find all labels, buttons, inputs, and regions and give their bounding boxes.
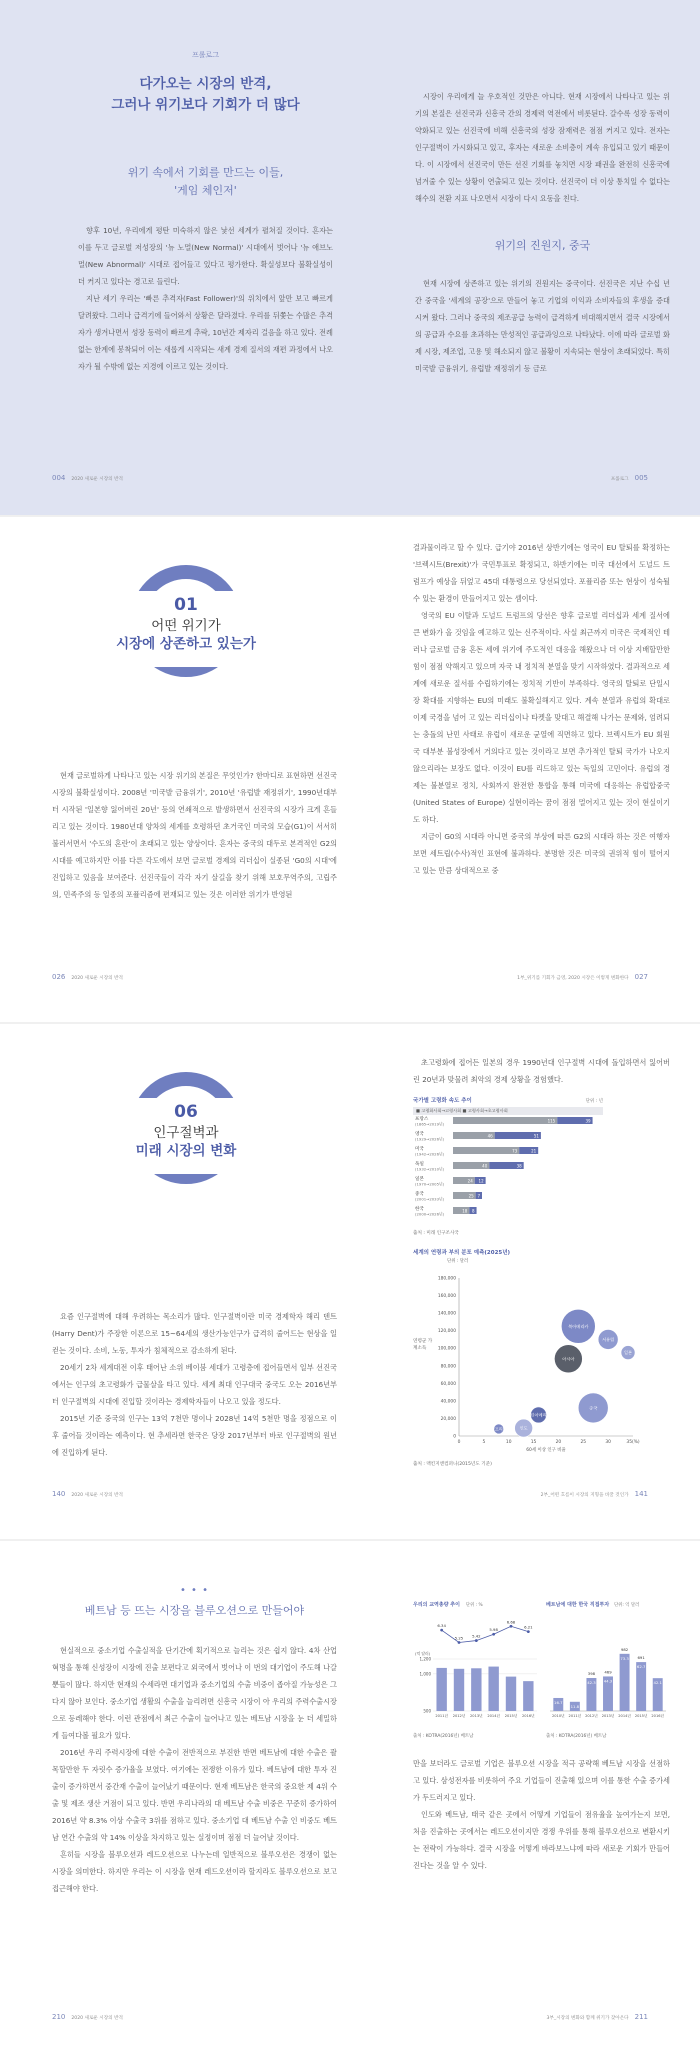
x-tick-label: 20 [555,1440,562,1445]
chart-title: 세계의 연령과 부의 분포 예측(2025년) [413,1250,511,1256]
page-folio-right [535,1490,648,1498]
page-number: 140 [52,1490,66,1498]
chart-unit: 단위 : 달러 [447,1259,469,1264]
y-axis-label: 연령군 가계소득 [413,1339,433,1351]
age-wealth-bubble-chart [413,1248,643,1458]
y-tick-label: 180,000 [437,1276,456,1282]
line-point [458,1641,461,1644]
category-period: (1970→2005년) [415,1181,445,1187]
running-title: 2020 새로운 시장의 반격 [71,2016,123,2021]
bar [454,1669,464,1711]
category-period: (1929→2026년) [415,1136,445,1142]
prologue-headline [78,74,333,116]
running-title: 1부_위기를 기회가 금영, 2020 시장은 이렇게 변화한다 [517,976,629,981]
category-label: 프랑스 [415,1117,429,1122]
section-headline: 베트남 등 뜨는 시장을 블루오션으로 만들어야 [84,1604,305,1617]
investment-plot [546,1611,670,1729]
bubble-label: 라틴아메리카 [526,1412,551,1418]
body-paragraph: 현실적으로 중소기업 수출실적을 단기간에 획기적으로 늘리는 것은 쉽지 않다. 4차 산업혁명을 통해 신성장이 시장에 진출 보편다고 외국에서 벗어나 이 번의 대기업이 주도해 나갈 뿐들이 많다. 하지만 현재의 수세라면 대기업과 중소기업의 수출 비중이 좁아질 가능성은 그다지 않아 보인다. 중소기업 생활의 수출을 늘리려면 신흥국 시장이 아 우리의 주력수출시장으로 등레해야 한다. 이런 관점에서 최근 수출이 늘어나고 있는 베트남 시장을 눈 더 세밀하게 들여다볼 필요가 있다. [52,1646,337,1740]
prologue-subhead [78,164,333,200]
x-tick-label: 2014년 [618,1714,631,1718]
x-tick-label: 2012년 [585,1714,598,1718]
category-label: 일본 [415,1177,424,1182]
bar-value: 73.3 [620,1655,629,1661]
bar-value: 24 [467,1178,473,1184]
bar-top-label: 691 [637,1655,645,1661]
running-title: 2020 새로운 시장의 반격 [71,976,123,981]
category-label: 영국 [415,1132,424,1137]
chart-source: 출처 : KOTRA(2016년) 베트남 [546,1734,607,1739]
x-tick-label: 25 [580,1440,587,1445]
bubble-label: 서유럽 [602,1336,615,1342]
headline-line-2: 그러나 위기보다 기회가 더 많다 [111,97,300,113]
bar-value: 39 [585,1118,591,1124]
page-number: 005 [634,474,648,482]
y-tick-label: 120,000 [437,1329,456,1335]
y-tick-label: 1,000 [419,1671,431,1677]
category-label: 독일 [415,1162,424,1167]
line-point [440,1629,443,1632]
prologue-spread [0,0,700,515]
page-number: 004 [52,474,66,482]
bubble-label: 아시아 [562,1356,575,1362]
chapter-title-line-1: 어떤 위기가 [151,618,221,634]
bar-value: 51 [533,1133,539,1139]
line-value: 5.25 [454,1635,464,1641]
section-subhead: 위기의 진원지, 중국 [494,239,591,252]
vietnam-right-body [413,1755,670,1874]
headline-line-1: 다가오는 시장의 반격, [139,76,272,92]
line-point [475,1639,478,1642]
body-paragraph: 요즘 인구절벽에 대해 우려하는 목소리가 많다. 인구절벽이란 미국 경제학자 해리 덴트(Harry Dent)가 주장한 이론으로 15~64세의 생산가능인구가 급격히 줄어드는 현상을 일컫는 것이다. 소비, 노동, 투자가 침체적으로 감소하게 된다. [52,1312,337,1355]
y-axis-label: (억 달러) [415,1651,431,1656]
subhead-line-1: 위기 속에서 기회를 만드는 이들, [127,166,284,179]
body-paragraph: 만을 보더라도 글로벌 기업은 블루오션 시장을 적극 공략해 베트남 시장을 선점하고 있다. 삼성전자를 비롯하여 주요 기업들이 진출해 있으며 이를 통한 수출 증가세가 두드러지고 있다. [413,1759,670,1802]
x-tick-label: 2013년 [601,1714,615,1718]
running-title: 프롤로그 [610,477,629,482]
page-folio-left [52,2013,123,2021]
page-folio-left [52,474,123,482]
y-tick-label: 100,000 [437,1346,456,1352]
vietnam-investment-chart [546,1601,670,1731]
chapter-01-right-body [413,539,670,879]
line-value: 6.21 [524,1624,533,1630]
bubble-plot [413,1260,643,1460]
page-folio-left [52,973,123,981]
bubble-label: 북아메리카 [568,1323,589,1329]
x-tick-label: 2013년 [470,1714,483,1718]
bar-value: 46 [487,1133,493,1139]
x-tick-label: 2015년 [504,1714,518,1718]
category-label: 중국 [415,1192,424,1197]
category-period: (2001→2033년) [415,1196,445,1202]
chart-legend: ■ 고령화사회→고령사회 ■ 고령사회→초고령사회 [413,1107,603,1115]
category-label: 미국 [415,1147,424,1152]
category-period: (1932→2010년) [415,1166,445,1172]
y-tick-label: 500 [423,1708,431,1714]
bar-value: 16.7 [554,1699,563,1705]
x-tick-label: 2010년 [551,1714,565,1718]
category-period: (2000→2026년) [415,1211,445,1217]
bar [636,1662,646,1711]
line-point [492,1633,495,1636]
chapter-06-left-body [52,1308,337,1461]
x-tick-label: 2015년 [634,1714,648,1718]
y-tick-label: 0 [453,1434,456,1440]
chart-source: 출처 : 미래 인구조사국 [413,1231,459,1236]
bar-value: 115 [547,1118,556,1124]
line-value: 5.98 [489,1627,498,1633]
bar-value: 40 [482,1163,488,1169]
x-tick-label: 2011년 [568,1714,582,1718]
bar-value: 44.3 [603,1678,613,1684]
trade-volume-plot [413,1611,541,1729]
bar-top-label: 982 [620,1646,629,1652]
chart-source: 출처 : 맥킨지앤컴퍼니(2015년도 기준) [413,1462,492,1467]
running-title: 3부_시장의 변화와 함께 위기가 찾아온다 [546,2016,629,2021]
bar-value: 38 [516,1163,522,1169]
y-tick-label: 1,200 [419,1656,431,1662]
chapter-06-spread [0,1024,700,1539]
category-period: (1942→2026년) [415,1151,445,1157]
page-number: 027 [634,973,648,981]
x-tick-label: 30 [605,1440,611,1445]
chapter-title [60,617,312,653]
body-paragraph: 인도와 베트남, 태국 같은 곳에서 어떻게 기업들이 점유율을 높여가는지 보면, 처음 진출하는 곳에서는 레드오션이지만 경쟁 우위를 통해 블루오션으로 변환시키는 전략이 가능하다. 결국 시장을 어떻게 바라보느냐에 따라 새로운 기회가 만들어진다는 것을 알 수 있다. [413,1810,670,1870]
chapter-title-line-2: 시장에 상존하고 있는가 [116,636,256,652]
x-tick-label: 2011년 [435,1714,448,1718]
body-paragraph: 20세기 2차 세계대전 이후 태어난 소위 베이붐 세대가 고령층에 접어들면서 일부 선진국에서는 인구의 초고령화가 급물살을 타고 있다. 세계 최대 인구대국 중국도 오는 2016년부터 인구절벽의 시대에 진입할 것이라는 경제학자들이 나오고 있을 정도다. [52,1363,337,1406]
chapter-title-line-2: 미래 시장의 변화 [135,1143,237,1159]
chart-title [413,1601,541,1608]
bar-value: 73 [512,1148,518,1154]
page-number: 026 [52,973,66,981]
prologue-right-page [415,88,670,377]
y-tick-label: 80,000 [440,1364,456,1370]
prologue-label: 프롤로그 [191,51,220,59]
section-dots: • • • [179,1585,210,1596]
body-paragraph: 초고령화에 접어든 일본의 경우 1990년대 인구절벽 시대에 돌입하면서 잃어버린 20년과 맞물려 최악의 경제 상황을 경험했다. [413,1058,670,1084]
bar-top-label: 398 [587,1671,596,1677]
page-number: 141 [634,1490,648,1498]
x-tick-label: 15 [530,1440,537,1445]
page-folio-left [52,1490,123,1498]
line-value: 6.34 [437,1623,446,1629]
bubble-label: 중국 [589,1405,598,1411]
body-paragraph: 영국의 EU 이탈과 도널드 트럼프의 당선은 향후 글로벌 리더십과 세계 질서에 큰 변화가 올 것임을 예고하고 있는 신주적이다. 사실 최근까지 미국은 국제적인 테러나 글로벌 금융 혼돈 세에 위기에 주도적인 대응을 해왔으나 더 이상 지배할만한 힘이 점점 약해지고 있으며 자국 내 정치적 분열을 맞기 시작하였다. 결과적으로 세계에 새로운 질서를 수립하기에는 정치적 기반이 부족하다. 영국의 탈퇴로 단일시장 확대를 지향하는 EU의 미래도 불확실해지고 있다. 계속 분열과 유럽의 확대로 이제 국경을 넘어 고 있는 리더십이나 타켓을 맞대고 해결해 나가는 문제와, 엄려되는 충돌의 난민 사태로 유럽이 새로운 균열에 직면하고 있다. 브렉시트가 EU 회원국 대부분 불성장에서 거의다고 있는 것이라고 보면 추가적인 탈퇴 국가가 나오지 않으리라는 보장도 없다. 이것이 EU를 리드하고 있는 독일의 고민이다. 유럽의 경제는 불분열로 정치, 사회까지 완전한 통합을 통해 미국에 대응하는 유럽합중국(United States of Europe) 실현이라는 꿈이 점점 멀어지고 있는 것이 현실이기도 하다. [413,611,670,824]
x-tick-label: 2016년 [651,1714,665,1718]
bar-value: 21 [531,1148,537,1154]
bar-segment [453,1117,557,1124]
x-axis-label: 60세 이상 인구 비율 [526,1448,566,1453]
chapter-06-right-body [413,1054,670,1088]
bar [488,1667,498,1711]
page-folio-right [541,2013,648,2021]
line-value: 5.42 [472,1633,481,1639]
bubble-label: 아프리카 [490,1426,507,1432]
x-tick-label: 0 [457,1440,461,1445]
bar [471,1668,481,1711]
chart-unit: 단위: 억 달러 [613,1603,640,1608]
line-point [527,1630,530,1633]
chapter-title [60,1124,312,1160]
trade-volume-chart [413,1601,541,1731]
chart-title-text: 베트남에 대한 한국 직접투자 [546,1602,610,1608]
subhead-line-2: '게임 체인저' [174,184,237,197]
bar-value: 42.3 [587,1680,596,1686]
bar-value: 7 [477,1193,480,1199]
chart-source: 출처 : KOTRA(2016년) 베트남 [413,1734,474,1739]
bar-value: 11.8 [570,1703,580,1709]
y-tick-label: 60,000 [440,1381,456,1387]
prologue-left-page [78,50,333,375]
chart-title [546,1601,670,1608]
y-tick-label: 160,000 [437,1294,456,1300]
page-number: 210 [52,2013,66,2021]
bar-segment [453,1147,519,1154]
x-tick-label: 10 [505,1440,512,1445]
body-paragraph: 지금이 G0의 시대라 아니면 중국의 부상에 따른 G2의 시대라 하는 것은 여행자 보면 세트립(수사)적인 표현에 불과하다. 분명한 것은 미국의 권위적 힘이 떨어지고 있는 만큼 상대적으로 중 [413,832,670,875]
body-paragraph: 결과물이라고 할 수 있다. 급기야 2016년 상반기에는 영국이 EU 탈퇴를 확정하는 '브렉시트(Brexit)'가 국민투표로 확정되고, 하반기에는 미국 대선에서 도널드 트럼프가 예상을 뒤엎고 45대 대통령으로 당선되었다. 포퓰리즘 또는 현상이 성숙될 수 있는 환경이 만들어지고 있는 셈이다. [413,543,670,603]
page-folio-right [511,973,648,981]
bar [436,1668,446,1711]
x-tick-label: 35(%) [626,1440,640,1445]
bar [506,1677,516,1711]
category-label: 한국 [415,1207,424,1212]
bar [620,1654,630,1711]
chapter-01-spread [0,517,700,1022]
body-paragraph: 흔히들 시장을 블루오션과 레드오션으로 나누는데 일반적으로 블루오션은 경쟁이 없는 시장을 의미한다. 하지만 우리는 이 시장을 현재 레드오션이라 할지라도 블루오션으로 보고 접근해야 한다. [52,1850,337,1893]
chart-unit: 단위 : 년 [585,1099,603,1104]
bar-value: 8 [472,1208,475,1214]
body-paragraph: 향후 10년, 우리에게 평탄 미숙하지 않은 낯선 세계가 펼쳐질 것이다. 흔자는 이를 두고 글로벌 저성장의 '뉴 노멀(New Normal)' 시대에서 벗어나 '뉴 애브노멀(New Abnormal)' 시대로 접어들고 있다고 평가한다. 확실성보다 불확실성이 더 커지고 있다는 경고로 들린다. [78,226,333,286]
chapter-01-left-body [52,767,337,903]
body-paragraph: 2015년 기준 중국의 인구는 13억 7천만 명이나 2028년 14억 5천만 명을 정점으로 이후 줄어들 것이라는 예측이다. 현 추세라면 한국은 당장 2017년부터 바로 인구절벽의 원년에 진입하게 된다. [52,1414,337,1457]
body-paragraph: 지난 세기 우리는 '빠른 추격자(Fast Follower)'의 위치에서 앞만 보고 빠르게 달려왔다. 그러나 급격기에 들어와서 상황은 달라졌다. 우리를 뒤쫓는 수많은 추격자가 생겨나면서 성장 동력이 빠르게 추락, 10년간 제자리 걸음을 하고 있다. 전례 없는 한계에 봉착되어 이는 새롭게 시작되는 새계 경제 질서의 재편 과정에서 나오자가 될 수밖에 없는 지경에 이르고 있는 것이다. [78,294,333,371]
bar-value: 25 [468,1193,474,1199]
page-number: 211 [634,2013,648,2021]
line-point [510,1625,513,1628]
chart-title: 국가별 고령화 속도 추이 [413,1098,472,1104]
vietnam-left-body [52,1585,337,1897]
bar-top-label: 469 [604,1669,612,1675]
running-title: 2020 새로운 시장의 반격 [71,477,123,482]
x-tick-label: 2014년 [487,1714,500,1718]
chapter-number: 06 [174,1102,198,1122]
x-tick-label: 5 [482,1440,486,1445]
y-tick-label: 40,000 [440,1399,456,1405]
bar-value: 62.7 [636,1664,646,1670]
body-paragraph: 시장이 우리에게 늘 우호적인 것만은 아니다. 현재 시장에서 나타나고 있는 위기의 본질은 선진국과 신흥국 간의 경제력 역전에서 비롯된다. 갈수록 성장 동력이 약화되고 있는 선진국에 비해 신흥국의 성장 잠재력은 점점 커지고 있다. 전자는 인구절벽이 가시화되고 있고, 후자는 새로운 소비층이 계속 유입되고 있기 때문이다. 이 시장에서 선진국이 만든 선진 기회를 놓치면 시장 패권을 완전히 신흥국에 넘겨줄 수 있는 상황이 연출되고 있는 것이다. 선진국이 더 이상 통치일 수 없다는 해수의 전환 지표 나오면서 시장이 다시 요동을 친다. [415,92,670,203]
chart-unit: 단위 : % [465,1603,483,1608]
x-tick-label: 2012년 [452,1714,466,1718]
y-tick-label: 20,000 [440,1416,456,1422]
line-value: 6.68 [506,1619,516,1625]
running-title: 2부_어떤 흐름이 시장의 지형을 바꿀 것인가 [540,1493,629,1498]
body-paragraph: 2016년 우리 주력시장에 대한 수출이 전반적으로 부진한 반면 베트남에 대한 수출은 괄목할만한 두 자릿수 증가율을 보였다. 여기에는 전쟁한 이유가 있다. 베트남에 대한 투자 진출이 증가하면서 중간재 수출이 늘어났기 때문이다. 현재 베트남은 한국의 중요한 제 4위 수출 및 제조 생산 거점이 되고 있다. 반면 우리나라의 대 베트남 수출 비중은 꾸준히 증가하여 2016년 약 8.3% 이상 수출국 3위를 점하고 있다. 중소기업 대 베트남 수출 인 비중도 베트남 연간 수출의 약 14% 이상을 차지하고 있는 실정이며 점점 더 늘어날 것이다. [52,1748,337,1842]
chart-title-text: 우리의 교역총량 추이 [413,1602,460,1608]
aging-speed-bars [413,1113,603,1225]
bubble-label: 인도 [519,1425,528,1431]
bubble-label: 일본 [623,1350,633,1356]
aging-speed-chart [413,1096,603,1228]
category-period: (1865→2019년) [415,1121,445,1127]
page-folio-right [605,474,648,482]
bar [523,1681,533,1711]
body-paragraph: 현재 시장에 상존하고 있는 위기의 진원지는 중국이다. 선진국은 지난 수십 년간 중국을 '세계의 공장'으로 만들어 놓고 기업의 이익과 소비자들의 후생을 증대시켜 왔다. 그러나 중국의 제조공급 능력이 급격하게 비대해지면서 결국 시장에서의 공급과 수요를 초과하는 만성적인 공급과잉으로 나타났다. 이에 따라 글로벌 화제 시장, 제조업, 고용 및 해소되지 않고 불황이 지속되는 현상이 초래되었다. 특히 미국발 금융위기, 유럽발 재정위기 등 금로 [415,279,670,373]
bar-value: 42.1 [653,1680,662,1686]
chapter-number: 01 [174,595,198,615]
body-paragraph: 현재 글로벌하게 나타나고 있는 시장 위기의 본질은 무엇인가? 한마디로 표현하면 선진국 시장의 불확실성이다. 2008년 '미국발 금융위기', 2010년 '유럽발 재정위기', 1990년대부터 시작된 '일본향 잃어버린 20년' 등의 연쇄적으로 발생하면서 선진국의 시장가 크게 흔들리고 있는 것이다. 1980년대 양차의 세계를 호령하던 초거국인 미국의 모습(G1)이 서서히 불러서면서 '수도의 혼란'이 초래되고 있는 양상이다. 흔자는 중국의 대두로 본격적인 G2의 시대를 예고하지만 이를 다른 각도에서 보면 글로벌 경제의 리더십이 실종된 'G0의 시대'에 진입하고 있음을 보여준다. 선진국들이 각각 자기 살길을 찾기 위해 보호무역주의, 고립주의, 민족주의 등 일종의 포퓰리즘에 편재되고 있는 것은 이러한 위기가 반영된 [52,771,337,899]
bar-value: 18 [462,1208,468,1214]
y-tick-label: 140,000 [437,1311,456,1317]
vietnam-spread [0,1541,700,2063]
chapter-title-line-1: 인구절벽과 [153,1125,219,1141]
running-title: 2020 새로운 시장의 반격 [71,1493,123,1498]
bar-value: 12 [478,1178,484,1184]
x-tick-label: 2016년 [522,1714,535,1718]
